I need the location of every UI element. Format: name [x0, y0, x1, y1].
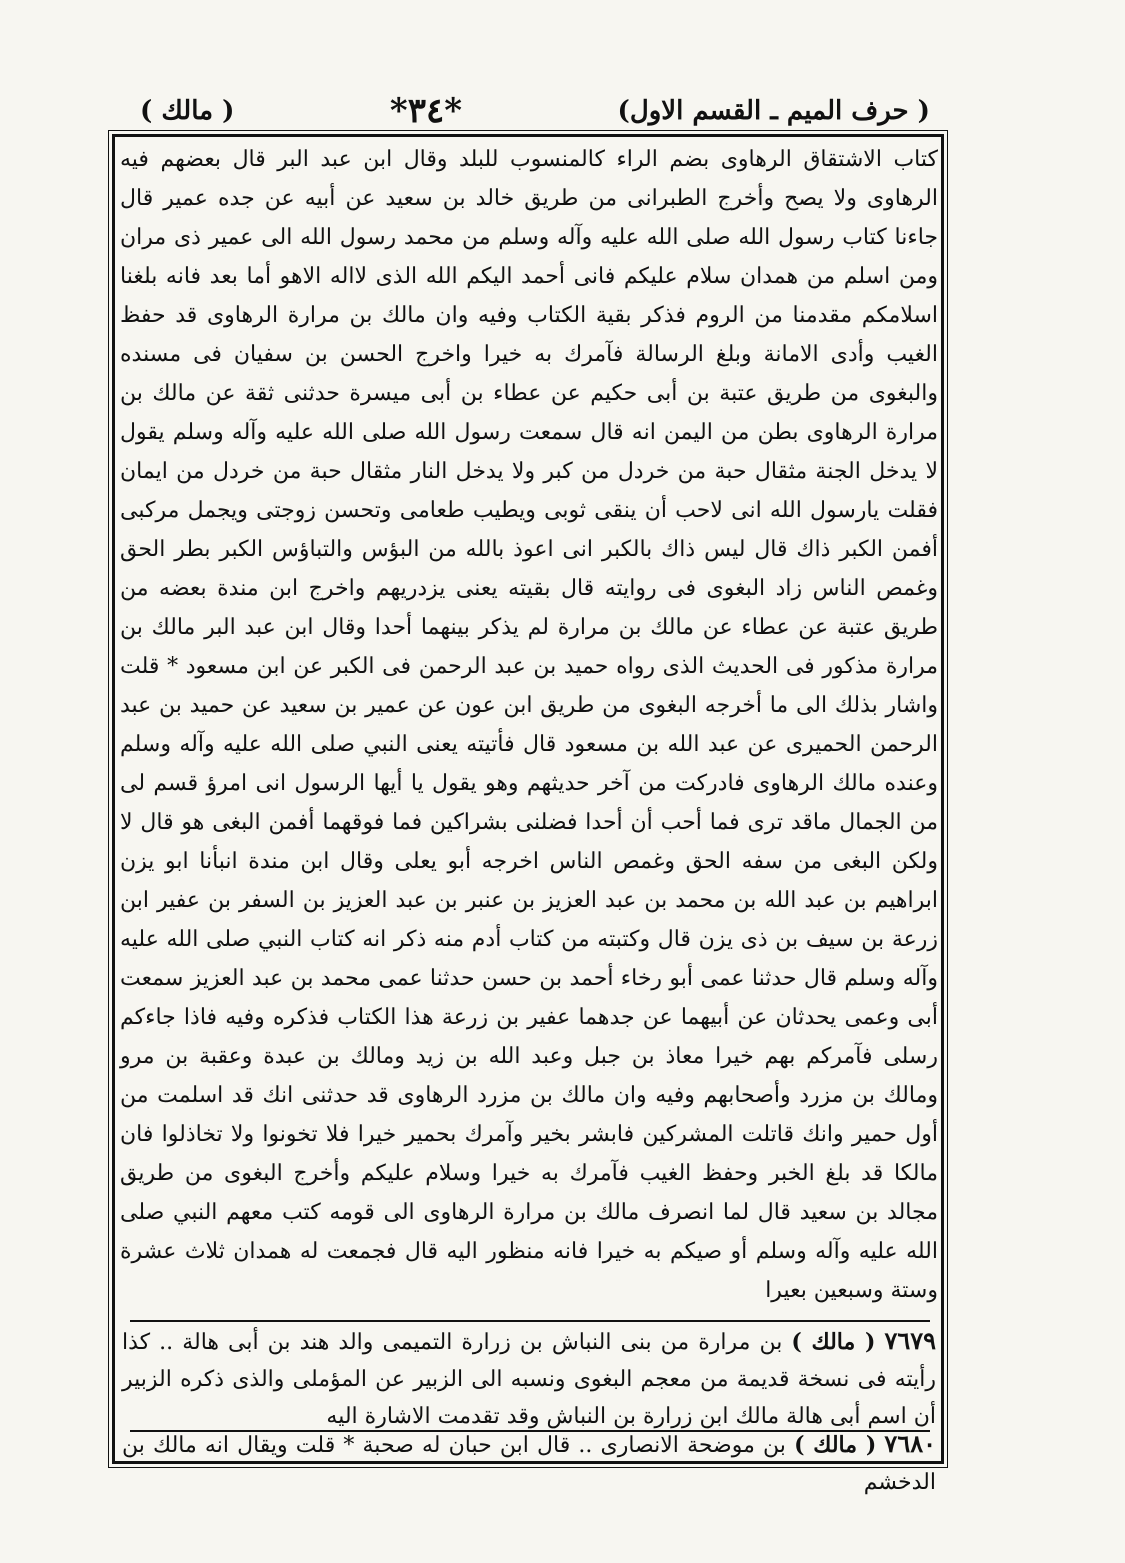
page-number: *٣٤*	[389, 91, 462, 131]
main-text-block	[120, 140, 938, 1310]
entry-name: ( مالك )	[794, 1432, 877, 1458]
entry-text: بن موضحة الانصارى .. قال ابن حبان له صحبة * قلت ويقال انه مالك بن الدخشم	[122, 1433, 936, 1495]
main-paragraph: كتاب الاشتقاق الرهاوى بضم الراء كالمنسوب للبلد وقال ابن عبد البر قال بعضهم فيه الرهاوى ولا يصح وأخرج الطبرانى من طريق خالد بن سعيد عن أبيه عن جده عمير قال جاءنا كتاب رسول الله صلى الله عليه وآله وسلم من محمد رسول الله الى عمير ذى مران ومن اسلم من همدان سلام عليكم فانى أحمد اليكم الله الذى لااله الاهو أما بعد فانه بلغنا اسلامكم مقدمنا من الروم فذكر بقية الكتاب وفيه وان مالك بن مرارة الرهاوى قد حفظ الغيب وأدى الامانة وبلغ الرسالة فآمرك به خيرا واخرج الحسن بن سفيان فى مسنده والبغوى من طريق عتبة بن أبى حكيم عن عطاء بن أبى ميسرة حدثنى ثقة عن مالك بن مرارة الرهاوى بطن من اليمن انه قال سمعت رسول الله صلى الله عليه وآله وسلم يقول لا يدخل الجنة مثقال حبة من خردل من كبر ولا يدخل النار مثقال حبة من خردل من ايمان فقلت يارسول الله انى لاحب أن ينقى ثوبى ويطيب طعامى وتحسن زوجتى ويجمل مركبى أفمن الكبر ذاك قال ليس ذاك بالكبر انى اعوذ بالله من البؤس والتباؤس الكبر بطر الحق وغمص الناس زاد البغوى فى روايته قال بقيته يعنى يزدريهم واخرج ابن مندة بعضه من طريق عتبة عن عطاء عن مالك بن مرارة لم يذكر بينهما أحدا وقال ابن عبد البر مالك بن مرارة مذكور فى الحديث الذى رواه حميد بن عبد الرحمن فى الكبر عن ابن مسعود * قلت واشار بذلك الى ما أخرجه البغوى من طريق ابن عون عن عمير بن سعيد عن حميد بن عبد الرحمن الحميرى عن عبد الله بن مسعود قال فأتيته يعنى النبي صلى الله عليه وآله وسلم وعنده مالك الرهاوى فادركت من آخر حديثهم وهو يقول يا أيها الرسول انى امرؤ قسم لى من الجمال ماقد ترى فما أحب أن أحدا فضلنى بشراكين فما فوقهما أفمن البغى هو قال لا ولكن البغى من سفه الحق وغمص الناس اخرجه أبو يعلى وقال ابن مندة انبأنا ابو يزن ابراهيم بن عبد الله بن محمد بن عبد العزيز بن عنبر بن عبد العزيز بن السفر بن عفير ابن زرعة بن سيف بن ذى يزن قال وكتبته من كتاب أدم منه ذكر انه كتاب النبي صلى الله عليه وآله وسلم قال حدثنا عمى أبو رخاء أحمد بن حسن حدثنا عمى محمد بن عبد العزيز سمعت أبى وعمى يحدثان عن أبيهما عن جدهما عفير بن زرعة هذا الكتاب فذكره وفيه فاذا جاءكم رسلى فآمركم بهم خيرا معاذ بن جبل وعبد الله بن زيد ومالك بن عبدة وعقبة بن مرو ومالك بن مزرد وأصحابهم وفيه وان مالك بن مزرد الرهاوى قد حدثنى انك قد اسلمت من أول حمير وانك قاتلت المشركين فابشر بخير وآمرك بحمير خيرا فلا تخونوا ولا تخاذلوا فان مالكا قد بلغ الخبر وحفظ الغيب فآمرك به خيرا وسلام عليكم وأخرج البغوى من طريق مجالد بن سعيد قال لما انصرف مالك بن مرارة الرهاوى الى قومه كتب معهم النبي صلى الله عليه وآله وسلم أو صيكم به خيرا فانه منظور اليه قال فجمعت له همدان ثلاث عشرة وستة وسبعين بعيرا	[120, 147, 939, 1303]
entry-name: ( مالك )	[791, 1329, 876, 1355]
entry-7680	[122, 1425, 936, 1501]
section-title: ( حرف الميم ـ القسم الاول)	[617, 96, 930, 126]
page-header	[140, 88, 930, 134]
entry-number: ٧٦٨٠	[884, 1429, 936, 1458]
entry-text: بن مرارة من بنى النباش بن زرارة التميمى والد هند بن أبى هالة .. كذا رأيته فى نسخة قديمة من معجم البغوى ونسبه الى الزبير عن المؤملى والذى ذكره الزبير أن اسم أبى هالة مالك ابن زرارة بن النباش وقد تقدمت الاشارة اليه	[122, 1330, 936, 1429]
entry-number: ٧٦٧٩	[884, 1326, 936, 1355]
entry-7679	[122, 1322, 936, 1435]
entry-running-head: ( مالك )	[140, 96, 235, 126]
